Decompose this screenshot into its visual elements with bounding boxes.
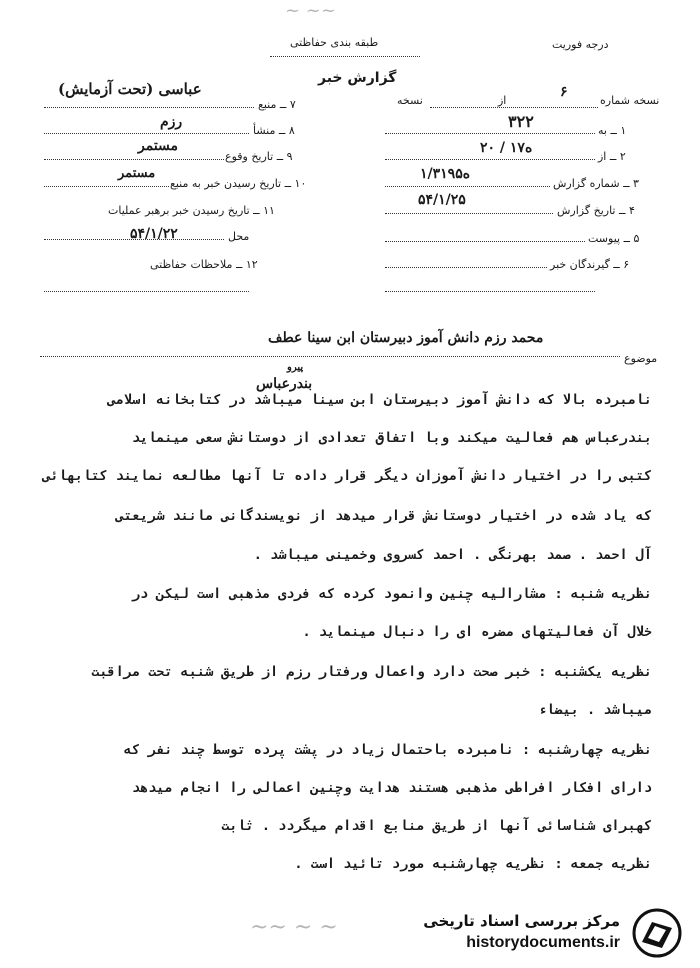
field-6-line (385, 266, 547, 268)
body-line: بندرعباس هم فعالیت میکند وبا اتفاق تعدادی از دوستانش سعی مینماید (131, 430, 652, 446)
field-8-value: رزم (160, 114, 183, 130)
field-9-label: ۹ ــ تاریخ وقوع (225, 150, 293, 163)
field-7-line (44, 106, 254, 108)
field-8-line (44, 132, 249, 134)
field-12-label: ۱۲ ــ ملاحظات حفاظتی (150, 258, 258, 271)
field-3-label: ۳ ــ شماره گزارش (553, 177, 639, 190)
copy-number-label: نسخه شماره (600, 94, 660, 107)
body-line: کتبی را در اختیار دانش آموزان دیگر قرار داده تا آنها مطالعه نمایند کتابهائی (42, 468, 652, 484)
field-1-value: ۳۲۲ (508, 112, 534, 131)
field-8-label: ۸ ــ منشأ (253, 124, 295, 137)
field-2-label: ۲ ــ از (598, 150, 626, 163)
bottom-handwritten-mark: ~~ ~ ~ (250, 915, 338, 940)
field-11-label: ۱۱ ــ تاریخ رسیدن خبر برهبر عملیات (108, 204, 275, 217)
field-11-value: ۵۴/۱/۲۲ (130, 226, 178, 242)
header-dotted-line (270, 55, 420, 57)
body-line: نامبرده بالا که دانش آموز دبیرستان ابن سینا میباشد در کتابخانه اسلامی (107, 392, 652, 408)
body-line: کهبرای شناسائی آنها از طریق منابع اقدام میگردد . ثابت (221, 818, 652, 834)
archive-logo (405, 908, 690, 958)
field-9-line (44, 158, 224, 160)
field-10-line (44, 185, 169, 187)
subject-note: پیرو (287, 362, 304, 373)
field-4-label: ۴ ــ تاریخ گزارش (557, 204, 635, 217)
copy-of-label: از (498, 94, 507, 107)
field-6-label: ۶ ــ گیرندگان خبر (550, 258, 630, 271)
archive-logo-url: historydocuments.ir (466, 934, 620, 951)
copy-suffix-label: نسخه (397, 94, 423, 107)
top-handwritten-mark: ~ ~~ (285, 0, 336, 21)
field-10-label: ۱۰ ــ تاریخ رسیدن خبر به منبع (170, 177, 307, 190)
subject-line-2: بندرعباس (256, 376, 313, 392)
subject-line-rule (40, 355, 620, 357)
field-6-line-2 (385, 290, 595, 292)
priority-label: درجه فوریت (552, 38, 609, 51)
body-line: دارای افکار افراطی مذهبی هستند هدایت وچنین اعمالی را انجام میدهد (131, 780, 652, 796)
field-2-value: ۲۰ / ه۱۷ (480, 140, 533, 156)
body-line: نظریه جمعه : نظریه چهارشنبه مورد تائید است . (294, 856, 652, 872)
subject-line-1: محمد رزم دانش آموز دبیرستان ابن سینا عطف (268, 330, 544, 346)
field-3-line (385, 185, 550, 187)
copy-line (430, 106, 598, 108)
archive-logo-name: مرکز بررسی اسناد تاریخی (423, 912, 620, 930)
field-4-line (385, 212, 553, 214)
archive-emblem-icon (628, 908, 686, 958)
body-line: نظریه چهارشنبه : نامبرده باحتمال زیاد در پشت پرده توسط چند نفر که (123, 742, 652, 758)
field-11-line (44, 238, 224, 240)
field-2-line (385, 158, 595, 160)
body-line: خلال آن فعالیتهای مضره ای را دنبال مینماید . (302, 624, 652, 640)
body-line: میباشد . بیضاء (538, 702, 652, 718)
field-7-label: ۷ ــ منبع (258, 98, 296, 111)
classification-label: طبقه بندی حفاظتی (290, 36, 379, 49)
field-5-label: ۵ ــ پیوست (588, 232, 640, 245)
body-line: نظریه یکشنبه : خبر صحت دارد واعمال ورفتار رزم از طریق شنبه تحت مراقبت (91, 664, 652, 680)
field-1-label: ۱ ــ به (598, 124, 627, 137)
field-3-value: ه۱/۳۱۹۵ (420, 166, 471, 182)
field-12-line (44, 290, 249, 292)
body-line: نظریه شنبه : مشارالیه چنین وانمود کرده که فردی مذهبی است لیکن در (131, 586, 652, 602)
field-4-value: ۵۴/۱/۲۵ (418, 192, 466, 208)
field-5-line (385, 240, 585, 242)
report-title: گزارش خبر (318, 70, 397, 86)
field-9-value: مستمر (138, 138, 179, 154)
field-10-value: مستمر (118, 166, 156, 181)
body-line: آل احمد . صمد بهرنگی . احمد کسروی وخمینی میباشد . (253, 547, 652, 563)
field-7-value: عباسی (تحت آزمایش) (58, 80, 202, 98)
subject-label: موضوع (624, 352, 658, 365)
body-line: که یاد شده در اختیار دوستانش قرار میدهد از نویسندگانی مانند شریعتی (115, 508, 652, 524)
field-11-sub-label: محل (228, 230, 250, 243)
copy-number-value: ۶ (560, 84, 568, 100)
field-1-line (385, 132, 595, 134)
